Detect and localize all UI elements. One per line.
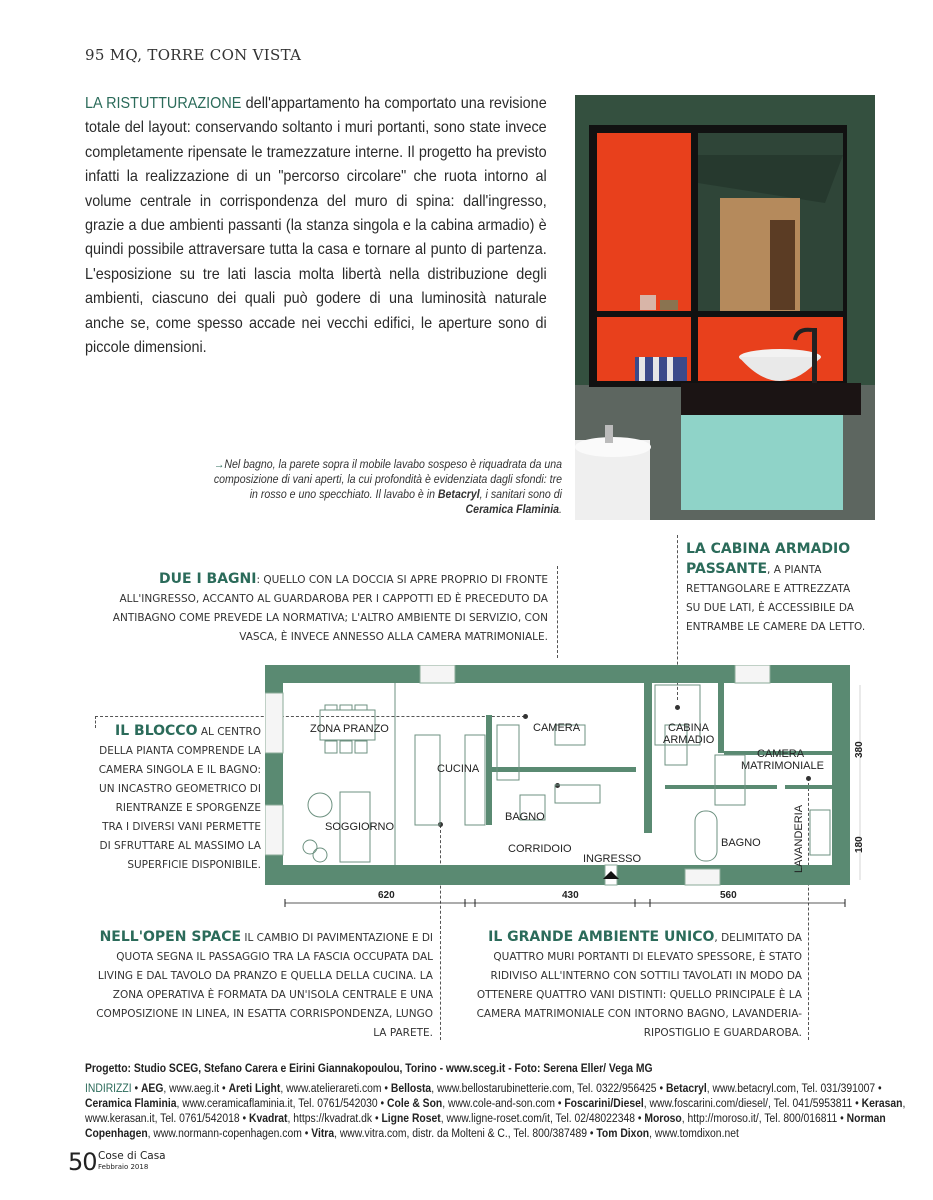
lead-paragraph [85,92,547,360]
supplier-info: , www.betacryl.com, Tel. 031/391007 [706,1083,876,1095]
supplier-name: Kvadrat [248,1113,288,1125]
caption-text: , i sanitari sono di [479,489,562,501]
note-bagni [88,570,548,647]
supplier-info: , www.aeg.it [163,1083,220,1095]
photo-caption [209,458,562,518]
supplier-name: Vitra [311,1128,335,1140]
room-label: CABINA [668,722,709,734]
caption-brand: Betacryl [437,489,480,501]
bathroom-photo-illustration [575,95,875,520]
bullet-separator: • [634,1113,645,1125]
supplier-name: Ceramica Flaminia [85,1098,177,1110]
caption-brand: Ceramica Flaminia [465,504,560,516]
magazine-name [98,1151,166,1173]
note-title: IL GRANDE AMBIENTE UNICO [488,929,715,945]
supplier-name: Moroso [644,1113,682,1125]
bullet-separator: • [219,1083,229,1095]
bullet-separator: • [659,1083,666,1095]
note-grande [470,928,802,1043]
room-label: LAVANDERIA [793,804,805,873]
room-label: CORRIDOIO [508,843,572,855]
dimension-label: 180 [854,836,865,853]
note-title: NELL'OPEN SPACE [99,929,242,945]
addresses [85,1082,906,1142]
bullet-separator: • [587,1128,597,1140]
note-text: IL CAMBIO DI PAVIMENTAZIONE E DI QUOTA SEGNA IL PASSAGGIO TRA LA FASCIA OCCUPATA DAL LIVING E DAL TAVOLO DA PRANZO E QUELLA DELLA CUCINA. LA ZONA OPERATIVA È FORMATA DA UN'ISOLA CENTRALE E UNA COMPOSIZIONE IN LINEA, IN ESATTA CORRISPONDENZA, LUNGO LA PARETE. [96,932,433,1039]
bullet-separator: • [381,1083,391,1095]
dimension-label: 380 [854,741,865,758]
room-label: ZONA PRANZO [310,723,389,735]
dimension-lines [265,888,865,910]
lead-highlight: LA RISTUTTURAZIONE [85,95,242,112]
note-title: IL BLOCCO [115,723,198,739]
supplier-name: Bellosta [390,1083,432,1095]
note-cabina [686,540,866,637]
floor-plan [265,665,865,890]
note-text: , DELIMITATO DA QUATTRO MURI PORTANTI DI ELEVATO SPESSORE, È STATO RIDIVISO ALL'INTERNO CON SOTTILI TAVOLATI IN MODO DA OTTENERE QUATTRO VANI DISTINTI: QUELLO PRINCIPALE È LA CAMERA MATRIMONIALE CON INTORNO BAGNO, LAVANDERIA-RIPOSTIGLIO E GUARDAROBA. [476,932,802,1039]
bullet-separator: • [554,1098,565,1110]
supplier-info: , www.bellostarubinetterie.com, Tel. 0322/956425 [431,1083,660,1095]
supplier-info: , www.atelierareti.com [280,1083,382,1095]
leader-line [95,716,96,728]
room-label: CUCINA [437,763,480,775]
room-label: CAMERA [757,748,805,760]
supplier-info: , www.tomdixon.net [649,1128,739,1140]
note-text: : QUELLO CON LA DOCCIA SI APRE PROPRIO DI FRONTE ALL'INGRESSO, ACCANTO AL GUARDAROBA PER I CAPPOTTI ED È PRECEDUTO DA ANTIBAGNO COME PREVEDE LA NORMATIVA; L'ALTRO AMBIENTE DI SERVIZIO, CON VASCA, È INVECE ANNESSO ALLA CAMERA MATRIMONIALE. [112,574,548,643]
bullet-separator: • [852,1098,862,1110]
bullet-separator: • [377,1098,388,1110]
bullet-separator: • [837,1113,847,1125]
dimension-lines-vertical [848,680,868,890]
magazine-title: Cose di Casa [98,1150,166,1162]
dimension-label: 430 [562,890,579,901]
leader-line [557,566,558,658]
page-number: 50 [68,1148,97,1176]
supplier-info: , www.kerasan.it, Tel. 0761/542018 [85,1098,906,1125]
supplier-info: , https://kvadrat.dk [287,1113,373,1125]
supplier-name: Betacryl [665,1083,707,1095]
bullet-separator: • [875,1083,882,1095]
supplier-info: , http://moroso.it/, Tel. 800/016811 [681,1113,838,1125]
note-title: LA CABINA ARMADIO PASSANTE [686,541,851,577]
magazine-issue: Febbraio 2018 [98,1163,149,1171]
note-openspace [95,928,433,1043]
note-blocco [95,722,261,875]
supplier-name: Kerasan [861,1098,903,1110]
supplier-name: AEG [140,1083,164,1095]
supplier-info: , www.normann-copenhagen.com [147,1128,302,1140]
caption-text: . [559,504,562,516]
supplier-info: , www.ligne-roset.com/it, Tel. 02/48022348 [440,1113,635,1125]
note-title: DUE I BAGNI [159,571,257,587]
supplier-info: , www.vitra.com, distr. da Molteni & C., Tel. 800/387489 [334,1128,588,1140]
project-credit: Progetto: Studio SCEG, Stefano Carera e Eirini Giannakopoulou, Torino - www.sceg.it - Foto: Serena Eller/ Vega MG [85,1063,653,1075]
supplier-name: Areti Light [228,1083,281,1095]
room-label: BAGNO [721,837,761,849]
caption-text: Nel bagno, la parete sopra il mobile lavabo sospeso è riquadrata da una composizione di vani aperti, la cui profondità è evidenziata dagli sfondi: tre in rosso e uno specchiato. Il lavabo è in [213,459,563,501]
bullet-separator: • [131,1083,141,1095]
bullet-separator: • [372,1113,382,1125]
credits [85,1062,906,1142]
room-label: INGRESSO [583,853,642,865]
room-label: BAGNO [505,811,545,823]
note-text: AL CENTRO DELLA PIANTA COMPRENDE LA CAMERA SINGOLA E IL BAGNO: UN INCASTRO GEOMETRICO DI RIENTRANZE E SPORGENZE TRA I DIVERSI VANI PERMETTE DI SFRUTTARE AL MASSIMO LA SUPERFICIE DISPONIBILE. [98,726,261,871]
supplier-info: , www.cole-and-son.com [442,1098,555,1110]
supplier-name: Norman Copenhagen [85,1113,886,1140]
dimension-label: 620 [378,890,395,901]
supplier-name: Cole & Son [387,1098,443,1110]
dimension-label: 560 [720,890,737,901]
supplier-name: Ligne Roset [381,1113,441,1125]
bathroom-photo [575,95,875,520]
supplier-name: Foscarini/Diesel [564,1098,644,1110]
room-label: ARMADIO [663,734,715,746]
bullet-separator: • [239,1113,249,1125]
supplier-name: Tom Dixon [596,1128,650,1140]
arrow-right-icon: → [213,459,225,471]
addresses-label: INDIRIZZI [85,1083,132,1095]
room-label: CAMERA [533,722,581,734]
room-label: MATRIMONIALE [741,760,824,772]
note-text: , A PIANTA RETTANGOLARE E ATTREZZATA SU DUE LATI, È ACCESSIBILE DA ENTRAMBE LE CAMERE DA LETTO. [686,564,866,633]
bullet-separator: • [301,1128,312,1140]
supplier-info: , www.ceramicaflaminia.it, Tel. 0761/542030 [176,1098,378,1110]
supplier-info: , www.foscarini.com/diesel/, Tel. 041/5953811 [643,1098,853,1110]
room-label: SOGGIORNO [325,821,395,833]
lead-text: dell'appartamento ha comportato una revisione totale del layout: conservando soltanto i muri portanti, sono state invece completamente ripensate le tramezzature interne. Il progetto ha previsto infatti la realizzazione di un "percorso circolare" che ruota intorno al volume centrale in corrispondenza del muro di spina: dall'ingresso, grazie a due ambienti passanti (la stanza singola e la cabina armadio) è quindi possibile attraversare tutta la casa e tornare al punto di partenza. L'esposizione su tre lati lascia molta libertà nella distribuzione degli ambienti, ciascuno dei quali può godere di una luminosità naturale anche se, come spesso accade nei vecchi edifici, le aperture sono di piccole dimensioni. [85,95,547,357]
section-kicker: 95 MQ, TORRE CON VISTA [85,46,302,64]
